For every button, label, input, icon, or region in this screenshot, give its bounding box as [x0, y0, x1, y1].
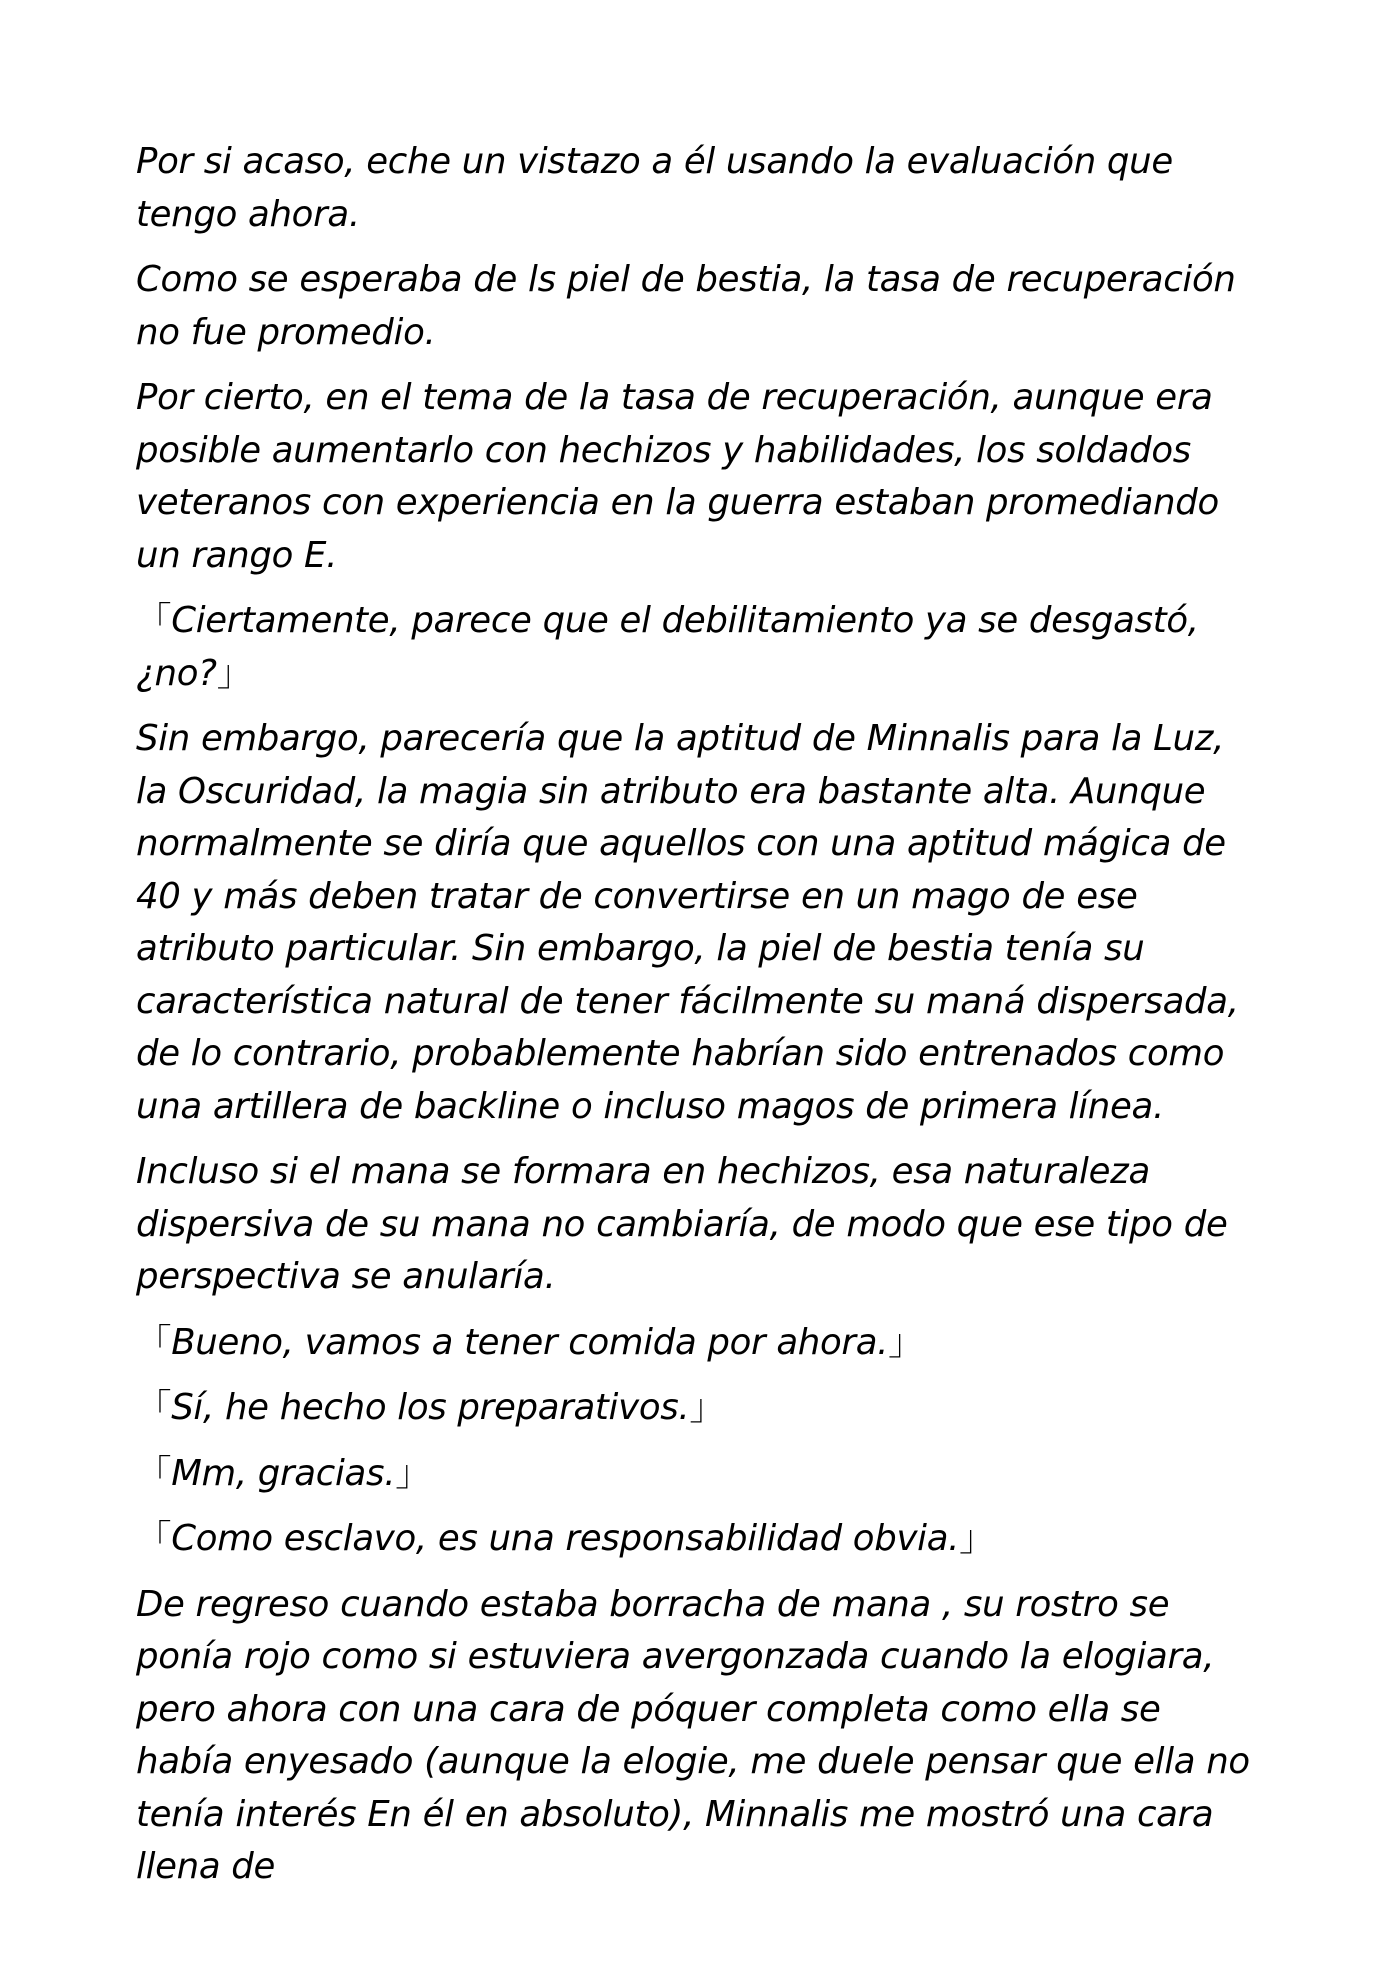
open-quote-mark: 「 — [136, 600, 172, 641]
close-quote-mark: 」 — [395, 1452, 431, 1494]
dialogue-line-1 — [136, 595, 1266, 700]
dialogue-text: Como esclavo, es una responsabilidad obvia. — [171, 1518, 960, 1559]
close-quote-mark: 」 — [959, 1518, 995, 1559]
paragraph-1: Por si acaso, eche un vistazo a él usando la evaluación que tengo ahora. — [136, 141, 1173, 235]
dialogue-line-3 — [136, 1382, 1266, 1435]
paragraph-5: Incluso si el mana se formara en hechizos, esa naturaleza dispersiva de su mana no cambiaría, de modo que ese tipo de perspectiva se anularía. — [136, 1151, 1228, 1297]
dialogue-line-5 — [136, 1513, 1266, 1566]
close-quote-mark: 」 — [216, 652, 252, 694]
paragraph-6: De regreso cuando estaba borracha de mana , su rostro se ponía rojo como si estuviera avergonzada cuando la elogiara, pero ahora con una cara de póquer completa como ella se había enyesado (aunque la elogie, me duele pensar que ella no tenía interés En él en absoluto), Minnalis me mostró una cara llena de — [136, 1583, 1250, 1887]
open-quote-mark: 「 — [136, 1387, 172, 1428]
dialogue-text: Sí, he hecho los preparativos. — [171, 1387, 690, 1428]
paragraph-4: Sin embargo, parecería que la aptitud de Minnalis para la Luz, la Oscuridad, la magia sin atributo era bastante alta. Aunque normalmente se diría que aquellos con una aptitud mágica de 40 y más deben tratar de convertirse en un mago de ese atributo particular. Sin embargo, la piel de bestia tenía su característica natural de tener fácilmente su maná dispersada, de lo contrario, probablemente habrían sido entrenados como una artillera de backline o incluso magos de primera línea. — [136, 718, 1239, 1127]
dialogue-text: Ciertamente, parece que el debilitamiento ya se desgastó, ¿no? — [136, 600, 1199, 694]
dialogue-line-4 — [136, 1448, 1266, 1501]
paragraph-2: Como se esperaba de ls piel de bestia, la tasa de recuperación no fue promedio. — [136, 259, 1236, 353]
paragraph-3: Por cierto, en el tema de la tasa de recuperación, aunque era posible aumentarlo con hechizos y habilidades, los soldados veteranos con experiencia en la guerra estaban promediando un rango E. — [136, 377, 1219, 576]
open-quote-mark: 「 — [136, 1321, 172, 1363]
close-quote-mark: 」 — [689, 1387, 725, 1428]
dialogue-text: Mm, gracias. — [171, 1452, 396, 1494]
open-quote-mark: 「 — [136, 1452, 172, 1494]
dialogue-text: Bueno, vamos a tener comida por ahora. — [171, 1321, 889, 1363]
dialogue-line-2 — [136, 1317, 1266, 1370]
document-page — [136, 136, 1266, 1907]
close-quote-mark: 」 — [888, 1321, 924, 1363]
open-quote-mark: 「 — [136, 1518, 172, 1559]
